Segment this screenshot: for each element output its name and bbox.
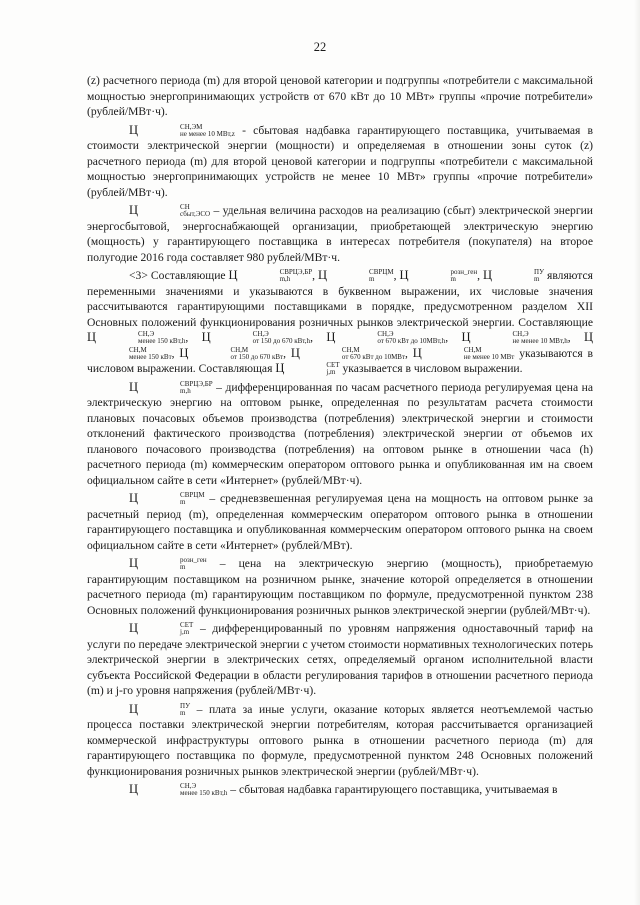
paragraph: Ц СВРЦМ m – средневзвешенная регулируемая цена на мощность на оптовом рынке за расчетный период (m), определенная коммерческим оператором оптового рынка в отношении гарантирующего поставщика и опубликованная коммерческим оператором оптового рынка на своем официальном сайте в сети «Интернет» (рублей/МВт). bbox=[87, 491, 593, 552]
formula-symbol: Ц СН,М не менее 10 МВт bbox=[412, 345, 515, 361]
paragraph: Ц СВРЦЭ,БР m,h – дифференцированная по часам расчетного периода регулируемая цена на электрическую энергию на оптовом рынке, определенная по результатам расчета стоимости плановых почасовых объемов производства (потребления) электрической энергии и стоимости отклонений фактического производства (потребления) электрической энергии от объемов их планового почасового производства (потребления) на оптовом рынке в отношении часа (h) расчетного периода (m) коммерческим оператором оптового рынка и опубликованная им на своем официальном сайте в сети «Интернет» (рублей/МВт·ч). bbox=[87, 379, 593, 487]
page-number: 22 bbox=[313, 40, 327, 54]
scan-shadow-edge bbox=[634, 0, 640, 905]
formula-symbol: Ц СН,Э менее 150 кВт,h bbox=[129, 782, 228, 798]
formula-symbol: Ц СЕТ j,m bbox=[129, 621, 194, 637]
formula-symbol: Ц СН,М от 670 кВт до 10МВт bbox=[290, 345, 406, 361]
paragraph: Ц СЕТ j,m – дифференцированный по уровням напряжения одноставочный тариф на услуги по передаче электрической энергии с учетом стоимости нормативных технологических потерь электрической энергии в электрических сетях, определяемый органом исполнительной власти субъекта Российской Федерации в области регулирования тарифов в отношении расчетного периода (m) и j-го уровня напряжения (рублей/МВт·ч). bbox=[87, 621, 593, 697]
paragraph: Ц СН сбыт,ЭСО – удельная величина расходов на реализацию (сбыт) электрической энергии энергосбытовой, энергоснабжающей организации, приобретающей электрическую энергию (мощность) у гарантирующего поставщика в интересах потребителя (покупателя) на второе полугодие 2016 года составляет 980 рублей/МВт·ч. bbox=[87, 203, 593, 264]
paragraph: (z) расчетного периода (m) для второй ценовой категории и подгруппы «потребители с максимальной мощностью энергопринимающих устройств от 670 кВт до 10 МВт» группы «прочие потребители» (рублей/МВт·ч). bbox=[87, 74, 593, 118]
formula-symbol: Ц СВРЦЭ,БР m,h bbox=[129, 379, 213, 395]
formula-symbol: Ц СН,Э от 150 до 670 кВт,h bbox=[201, 330, 311, 346]
formula-symbol: Ц СН сбыт,ЭСО bbox=[129, 203, 211, 219]
paragraph: Ц розн_ген m – цена на электрическую энергию (мощность), приобретаемую гарантирующим поставщиком на розничном рынке, значение которой определяется в отношении расчетного периода (m) гарантирующим поставщиком по формуле, предусмотренной пунктом 238 Основных положений функционирования розничных рынков электрической энергии (рублей/МВт·ч). bbox=[87, 556, 593, 617]
paragraph: Ц ПУ m – плата за иные услуги, оказание которых является неотъемлемой частью процесса поставки электрической энергии потребителям, которая рассчитывается организацией коммерческой инфраструктуры оптового рынка в отношении расчетного периода (m) для гарантирующего поставщика по формуле, предусмотренной пунктом 248 Основных положений функционирования розничных рынков электрической энергии (рублей/МВт·ч). bbox=[87, 701, 593, 778]
formula-symbol: Ц СЕТ j,m bbox=[275, 361, 340, 377]
formula-symbol: Ц СН,Э менее 150 кВт,h bbox=[87, 330, 186, 346]
formula-symbol: Ц розн_ген m bbox=[399, 268, 478, 284]
formula-symbol: Ц СВРЦМ m bbox=[129, 491, 205, 507]
paragraph: Ц СН,ЭМ не менее 10 МВт,z - сбытовая надбавка гарантирующего поставщика, учитываемая в стоимости электрической энергии (мощности) и определяемая в отношении зоны суток (z) расчетного периода (m) для второй ценовой категории и подгруппы «потребители с максимальной мощностью энергопринимающих устройств не менее 10 МВт» группы «прочие потребители» (рублей/МВт·ч). bbox=[87, 122, 593, 199]
paragraph: Ц СН,Э менее 150 кВт,h – сбытовая надбавка гарантирующего поставщика, учитываемая в bbox=[129, 782, 558, 798]
formula-symbol: Ц розн_ген m bbox=[129, 556, 207, 572]
formula-symbol: Ц СН,Э от 670 кВт до 10МВт,h bbox=[326, 330, 446, 346]
formula-symbol: Ц СВРЦЭ,БР m,h bbox=[228, 268, 313, 284]
formula-symbol: Ц СН,М менее 150 кВт bbox=[129, 330, 594, 361]
document-body bbox=[87, 73, 593, 801]
paragraph: <3> Составляющие Ц СВРЦЭ,БР m,h , Ц СВРЦМ m , Ц розн_ген m , Ц ПУ m являются переменными значениями и указываются в буквенном выражении, их числовые значения рассчитываются гарантирующими поставщиками в порядке, предусмотренном разделом XII Основных положений функционирования розничных рынков электрической энергии. Составляющие Ц СН,Э менее 150 кВт,h , Ц СН,Э от 150 до 670 кВт,h , Ц СН,Э от 670 кВт до 10МВт,h , Ц СН,Э не менее 10 МВт,h , Ц СН,М менее 150 кВт , Ц СН,М от 150 до 670 кВт , Ц СН,М от 670 кВт до 10МВт , Ц СН,М не менее 10 МВт указываются в числовом выражении. Составляющая Ц СЕТ j,m указывается в числовом выражении. bbox=[87, 268, 594, 377]
formula-symbol: Ц СВРЦМ m bbox=[318, 268, 394, 284]
formula-symbol: Ц СН,Э не менее 10 МВт,h bbox=[461, 330, 568, 346]
formula-symbol: Ц ПУ m bbox=[483, 268, 545, 284]
formula-symbol: Ц СН,ЭМ не менее 10 МВт,z bbox=[129, 122, 235, 138]
formula-symbol: Ц ПУ m bbox=[129, 701, 191, 717]
formula-symbol: Ц СН,М от 150 до 670 кВт bbox=[179, 345, 284, 361]
